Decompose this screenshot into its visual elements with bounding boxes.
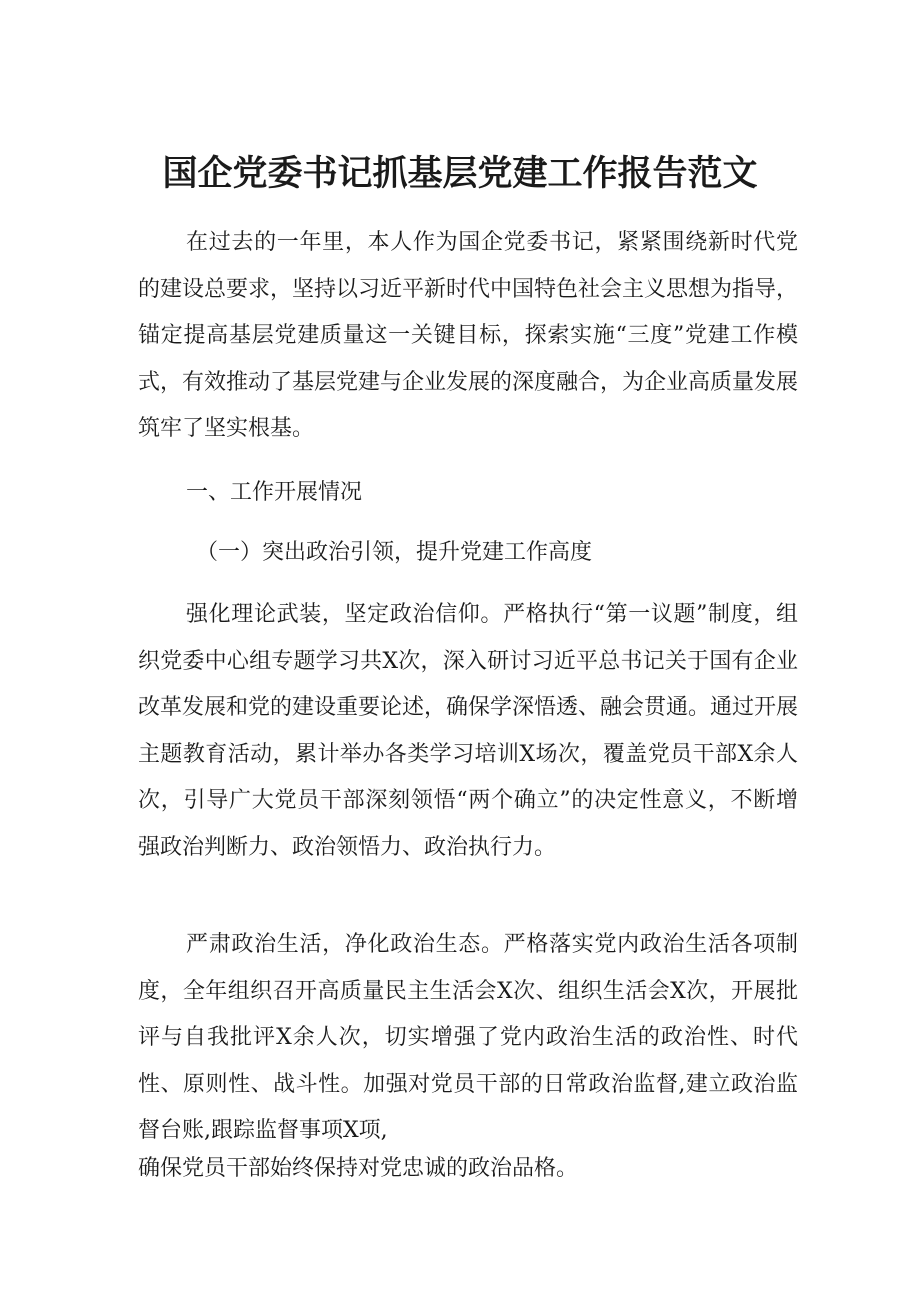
intro-paragraph: 在过去的一年里，本人作为国企党委书记，紧紧围绕新时代党的建设总要求，坚持以习近平新时代中国特色社会主义思想为指导，锚定提高基层党建质量这一关键目标，探索实施“三度”党建工作模式，有效推动了基层党建与企业发展的深度融合，为企业高质量发展筑牢了坚实根基。 — [138, 230, 799, 442]
body-paragraph-3: 确保党员干部始终保持对党忠诚的政治品格。 — [138, 1156, 579, 1181]
body-paragraph-1: 强化理论武装，坚定政治信仰。严格执行“第一议题”制度，组织党委中心组专题学习共X次，深入研讨习近平总书记关于国有企业改革发展和党的建设重要论述，确保学深悟透、融会贯通。通过开展主题教育活动，累计举办各类学习培训X场次，覆盖党员干部X余人次，引导广大党员干部深刻领悟“两个确立”的决定性意义，不断增强政治判断力、政治领悟力、政治执行力。 — [138, 602, 799, 860]
subsection-heading: （一）突出政治引领，提升党建工作高度 — [196, 540, 593, 565]
document-title: 国企党委书记抓基层党建工作报告范文 — [162, 154, 758, 194]
body-paragraph-2: 严肃政治生活，净化政治生态。严格落实党内政治生活各项制度，全年组织召开高质量民主生活会X次、组织生活会X次，开展批评与自我批评X余人次，切实增强了党内政治生活的政治性、时代性、原则性、战斗性。加强对党员干部的日常政治监督,建立政治监督台账,跟踪监督事项X项, — [138, 932, 798, 1144]
section-heading: 一、工作开展情况 — [186, 480, 363, 505]
